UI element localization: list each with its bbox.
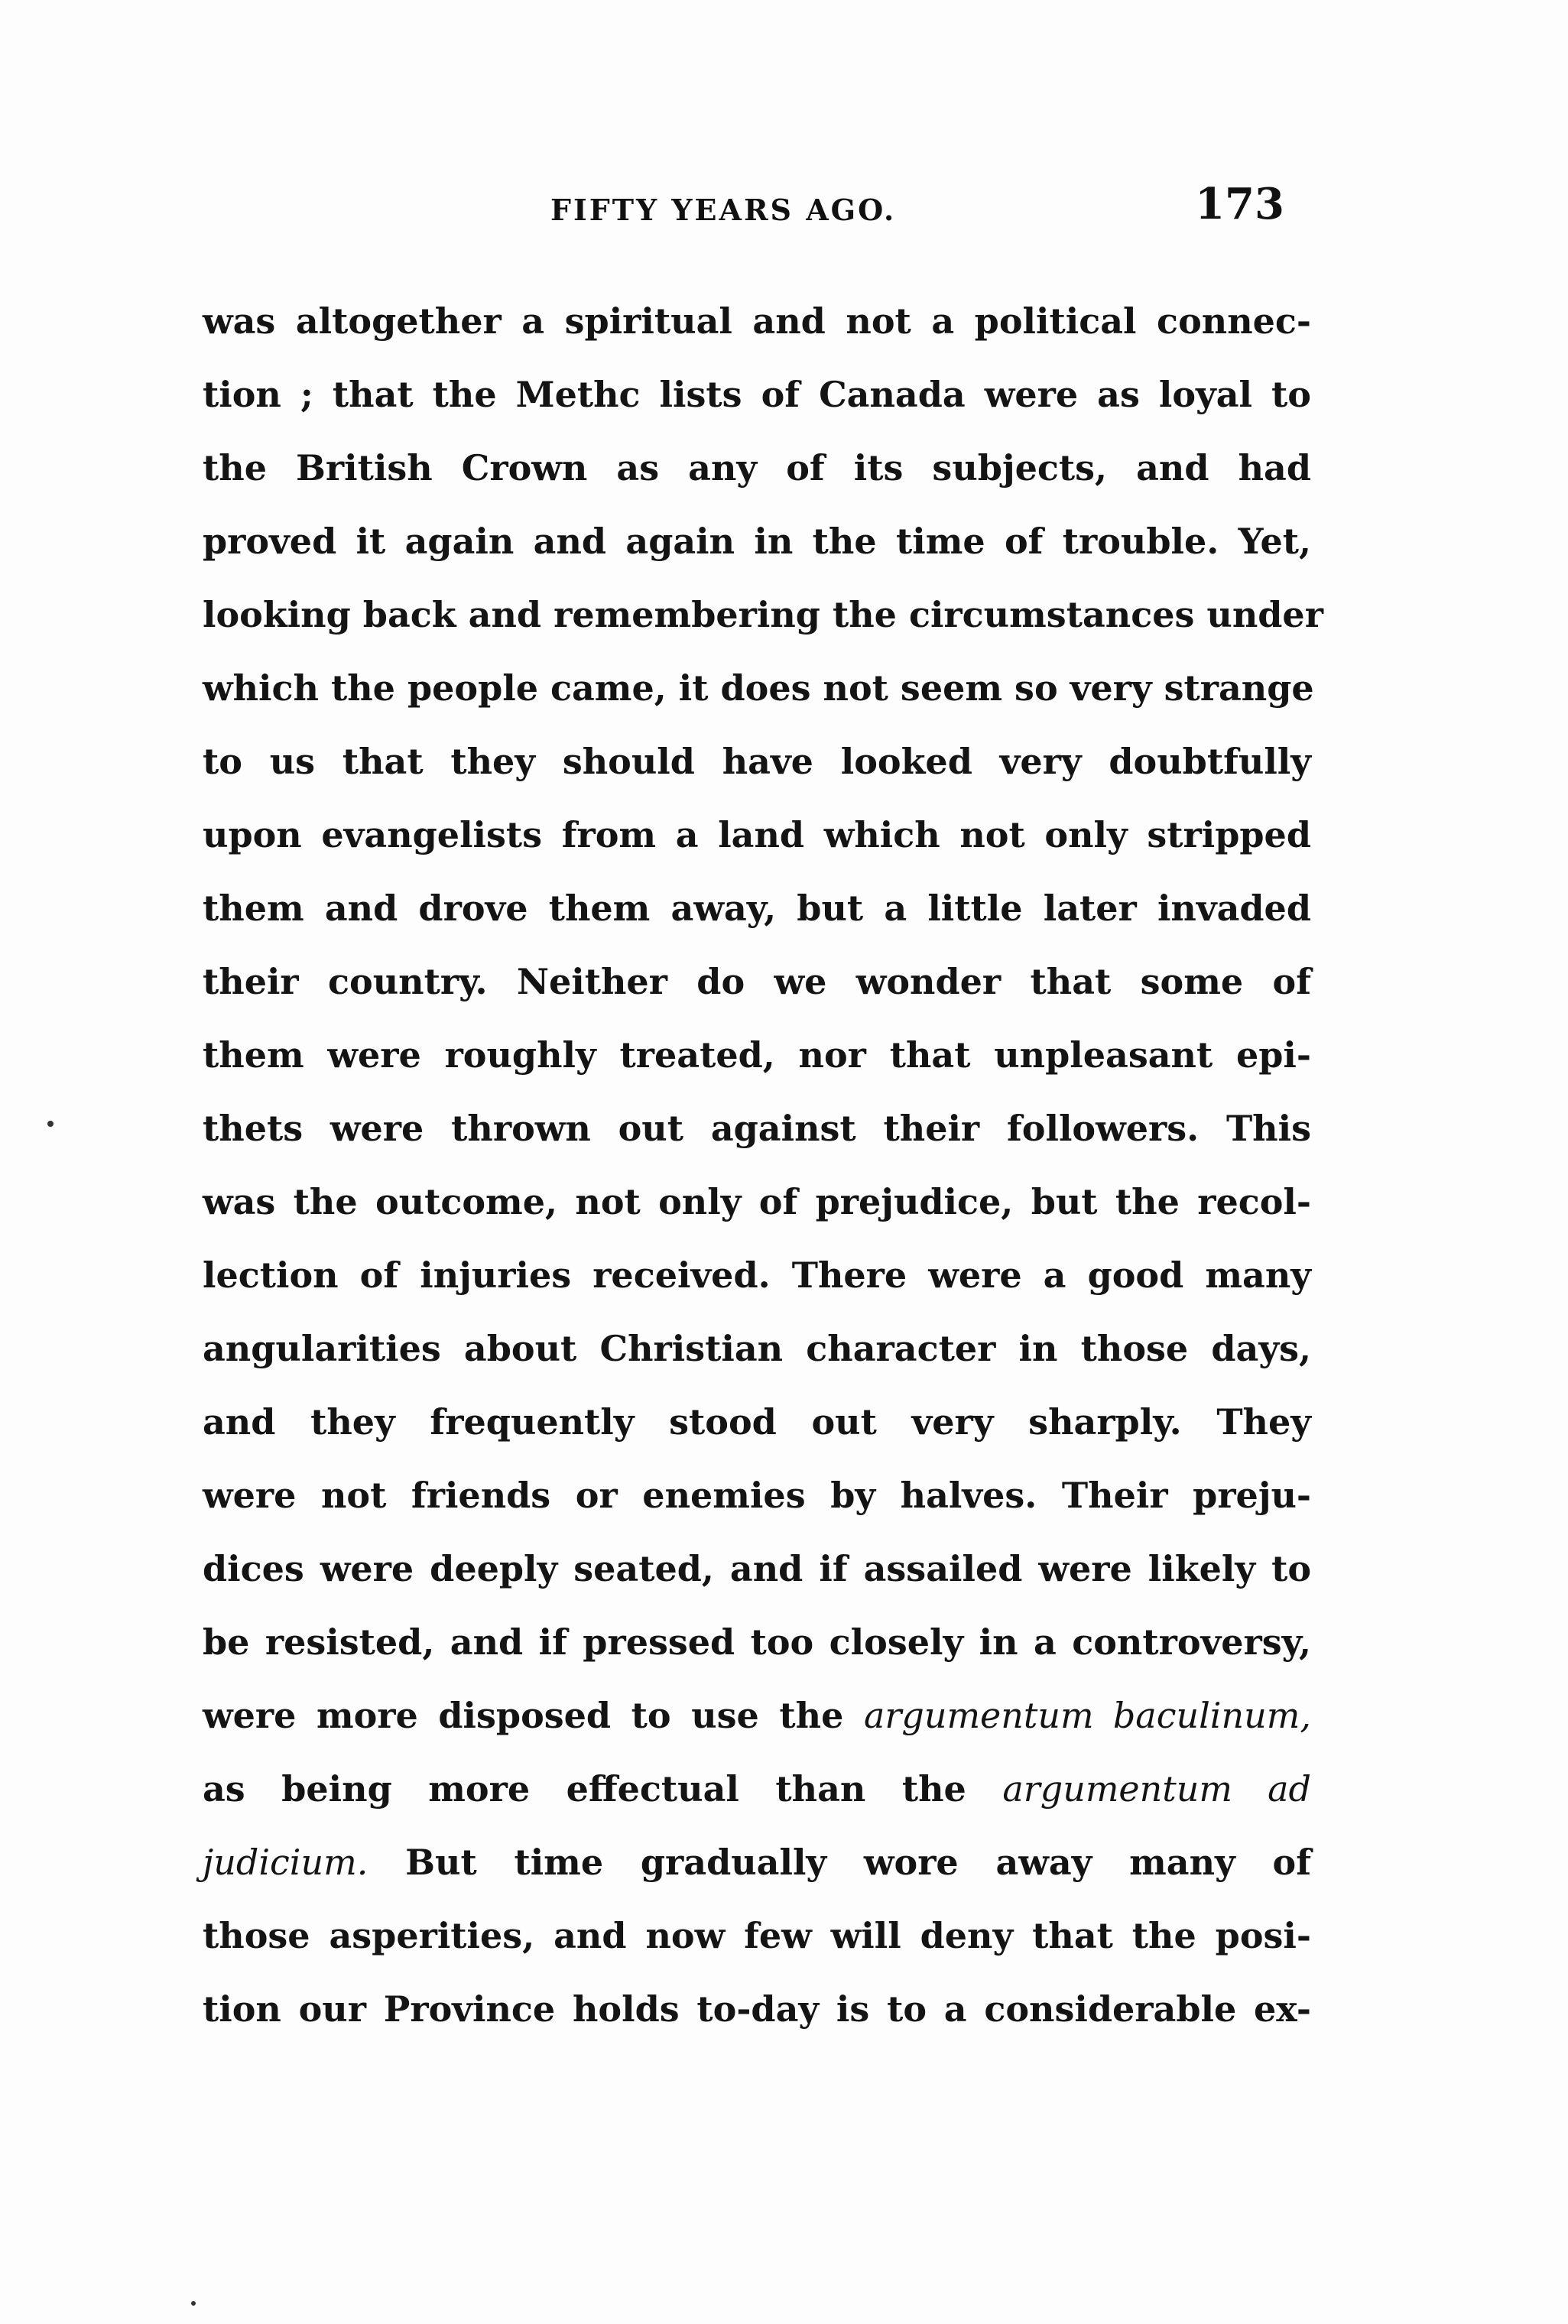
text-line: tion ; that the Methc lists of Canada were as loyal to [203, 374, 1311, 415]
paper-speck [47, 1121, 54, 1127]
text-line: thets were thrown out against their followers. This [203, 1108, 1311, 1149]
text-segment: as being more effectual than the [203, 1768, 966, 1810]
text-line: angularities about Christian character in those days, [203, 1328, 1311, 1369]
text-line: to us that they should have looked very doubtfully [203, 741, 1311, 782]
text-line: them and drove them away, but a little later invaded [203, 888, 1311, 929]
text-line: tion our Province holds to-day is to a considerable ex- [203, 1988, 1311, 2030]
running-title: FIFTY YEARS AGO. [550, 193, 897, 227]
paper-speck [191, 2301, 196, 2306]
text-segment: were more disposed to use the [203, 1695, 844, 1736]
text-line: those asperities, and now few will deny that the posi- [203, 1915, 1311, 1956]
text-segment: But time gradually wore away many of [405, 1842, 1311, 1883]
latin-phrase: argumentum ad [1002, 1768, 1312, 1810]
latin-phrase: argumentum baculinum, [863, 1695, 1312, 1736]
text-line [203, 1679, 1311, 1752]
text-line [203, 1826, 1311, 1899]
text-line: upon evangelists from a land which not only stripped [203, 814, 1311, 855]
text-line: lection of injuries received. There were a good many [203, 1255, 1311, 1296]
text-line: was the outcome, not only of prejudice, but the recol- [203, 1181, 1311, 1222]
page-number: 173 [1195, 179, 1284, 229]
text-line: and they frequently stood out very sharply. They [203, 1401, 1311, 1443]
body-text [203, 284, 1323, 2046]
text-line: were not friends or enemies by halves. Their preju- [203, 1475, 1311, 1516]
text-line: the British Crown as any of its subjects, and had [203, 447, 1311, 488]
text-line: them were roughly treated, nor that unpleasant epi- [203, 1034, 1311, 1076]
text-line [203, 1752, 1311, 1826]
running-head [199, 174, 1330, 235]
text-line: their country. Neither do we wonder that some of [203, 961, 1311, 1002]
text-line: proved it again and again in the time of trouble. Yet, [203, 521, 1311, 562]
text-line: which the people came, it does not seem so very strange [203, 667, 1314, 709]
text-line: was altogether a spiritual and not a political connec- [203, 300, 1311, 342]
text-line: dices were deeply seated, and if assailed were likely to [203, 1548, 1311, 1589]
latin-phrase: judicium. [203, 1842, 368, 1883]
text-line: be resisted, and if pressed too closely in a controversy, [203, 1621, 1311, 1663]
text-line: looking back and remembering the circumstances under [203, 594, 1323, 635]
